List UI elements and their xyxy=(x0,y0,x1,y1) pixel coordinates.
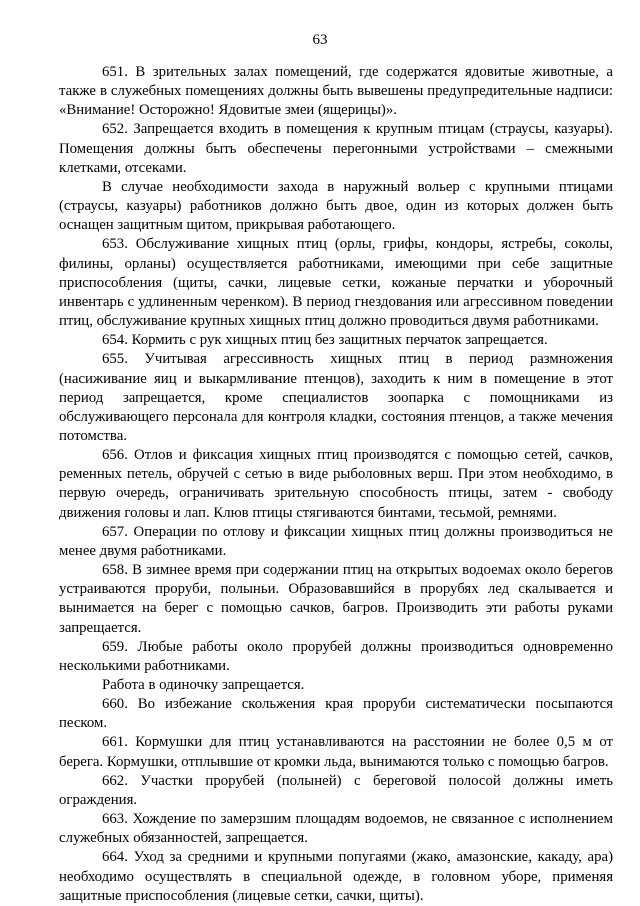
paragraph-664: 664. Уход за средними и крупными попугаями (жако, амазонские, какаду, ара) необходимо осуществлять в специальной одежде, в головном уборе, применяя защитные приспособления (лицевые сетки, сачки, щиты). xyxy=(59,849,613,904)
document-body xyxy=(59,63,613,906)
paragraph-658: 658. В зимнее время при содержании птиц на открытых водоемах около берегов устраиваются проруби, полыньи. Образовавшийся в прорубях лед скалывается и вынимается на берег с помощью сачков, багров. Производить эти работы руками запрещается. xyxy=(59,562,613,636)
paragraph-659-continuation: Работа в одиночку запрещается. xyxy=(102,677,305,693)
paragraph-659: 659. Любые работы около прорубей должны производиться одновременно несколькими работниками. xyxy=(59,638,613,674)
paragraph-661: 661. Кормушки для птиц устанавливаются на расстоянии не более 0,5 м от берега. Кормушки, отплывшие от кромки льда, вынимаются только с помощью багров. xyxy=(59,734,613,770)
paragraph-653: 653. Обслуживание хищных птиц (орлы, грифы, кондоры, ястребы, соколы, филины, орланы) осуществляется работниками, имеющими при себе защитные приспособления (щиты, сачки, лицевые сетки, кожаные перчатки и уборочный инвентарь с удлиненным черенком). В период гнездования или агрессивном поведении птиц, обслуживание крупных хищных птиц должно проводиться двумя работниками. xyxy=(59,236,613,330)
paragraph-651: 651. В зрительных залах помещений, где содержатся ядовитые животные, а также в служебных помещениях должны быть вывешены предупредительные надписи: «Внимание! Осторожно! Ядовитые змеи (ящерицы)». xyxy=(59,64,613,119)
paragraph-656: 656. Отлов и фиксация хищных птиц производятся с помощью сетей, сачков, ременных петель, обручей с сетью в виде рыболовных верш. При этом необходимо, в первую очередь, ограничивать зрительную способность птицы, затем - свободу движения головы и лап. Клюв птицы стягиваются бинтами, тесьмой, ремнями. xyxy=(59,447,613,521)
paragraph-654: 654. Кормить с рук хищных птиц без защитных перчаток запрещается. xyxy=(102,332,548,349)
paragraph-655: 655. Учитывая агрессивность хищных птиц в период размножения (насиживание яиц и выкармливание птенцов), заходить к ним в помещение в этот период запрещается, кроме специалистов зоопарка с помощниками из обслуживающего персонала для контроля кладки, состояния птенцов, а также мечения потомства. xyxy=(59,351,613,444)
paragraph-663: 663. Хождение по замерзшим площадям водоемов, не связанное с исполнением служебных обязанностей, запрещается. xyxy=(59,811,613,847)
paragraph-662: 662. Участки прорубей (полыней) с береговой полосой должны иметь ограждения. xyxy=(59,772,613,808)
paragraph-652: 652. Запрещается входить в помещения к крупным птицам (страусы, казуары). Помещения должны быть обеспечены перегонными устройствами – смежными клетками, отсеками. xyxy=(59,121,613,176)
paragraph-657: 657. Операции по отлову и фиксации хищных птиц должны производиться не менее двумя работниками. xyxy=(59,523,613,559)
paragraph-652-continuation: В случае необходимости захода в наружный вольер с крупными птицами (страусы, казуары) работников должно быть двое, один из которых должен быть оснащен защитным щитом, прикрывая работающего. xyxy=(59,178,613,234)
paragraph-660: 660. Во избежание скольжения края проруби систематически посыпаются песком. xyxy=(59,696,613,732)
page-number: 63 xyxy=(312,32,328,48)
